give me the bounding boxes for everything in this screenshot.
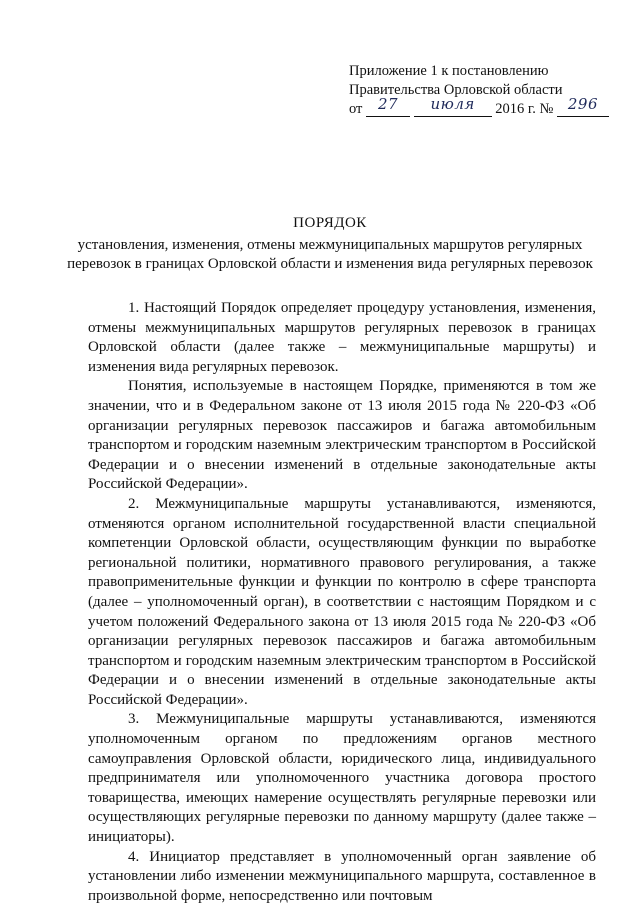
attachment-date-line <box>349 95 609 119</box>
handwritten-day: 27 <box>366 101 410 117</box>
attachment-line-2: Правительства Орловской области <box>349 82 563 98</box>
attachment-header <box>349 62 609 119</box>
title-main: ПОРЯДОК <box>293 215 367 231</box>
handwritten-number: 296 <box>557 101 609 117</box>
date-prefix: от <box>349 101 363 117</box>
date-year-number-label: 2016 г. № <box>495 101 554 117</box>
handwritten-month: июля <box>414 101 492 117</box>
paragraph-5: 4. Инициатор представляет в уполномоченный орган заявление об установлении либо изменении межмуниципального маршрута, составленное в произвольной форме, непосредственно или почтовым <box>88 848 596 904</box>
attachment-line-1: Приложение 1 к постановлению <box>349 63 549 79</box>
title-subtitle: установления, изменения, отмены межмуниципальных маршрутов регулярных перевозок в границах Орловской области и изменения вида регулярных перевозок <box>67 236 593 272</box>
paragraph-2: Понятия, используемые в настоящем Порядке, применяются в том же значении, что и в Федеральном законе от 13 июля 2015 года № 220-ФЗ «Об организации регулярных перевозок пассажиров и багажа автомобильным транспортом и городским наземным электрическим транспортом в Российской Федерации и о внесении изменений в отдельные законодательные акты Российской Федерации». <box>88 378 596 493</box>
document-body <box>88 299 596 906</box>
paragraph-1: 1. Настоящий Порядок определяет процедуру установления, изменения, отмены межмуниципальных маршрутов регулярных перевозок в границах Орловской области (далее также – межмуниципальные маршруты) и изменения вида регулярных перевозок. <box>88 300 596 375</box>
paragraph-3: 2. Межмуниципальные маршруты устанавливаются, изменяются, отменяются органом исполнительной государственной власти специальной компетенции Орловской области, осуществляющим функции по выработке региональной политики, нормативного правового регулирования, а также правоприменительные функции и функции по контролю в сфере транспорта (далее – уполномоченный орган), в соответствии с настоящим Порядком и с учетом положений Федерального закона от 13 июля 2015 года № 220-ФЗ «Об организации регулярных перевозок пассажиров и багажа автомобильным транспортом и городским наземным электрическим транспортом в Российской Федерации и о внесении изменений в отдельные законодательные акты Российской Федерации». <box>88 495 596 708</box>
paragraph-4: 3. Межмуниципальные маршруты устанавливаются, изменяются уполномоченным органом по предложениям органов местного самоуправления Орловской области, юридического лица, индивидуального предпринимателя или уполномоченного участника договора простого товарищества, имеющих намерение осуществлять регулярные перевозки или осуществляющих регулярные перевозки по данному маршруту (далее также – инициаторы). <box>88 711 596 846</box>
document-title <box>60 214 600 275</box>
